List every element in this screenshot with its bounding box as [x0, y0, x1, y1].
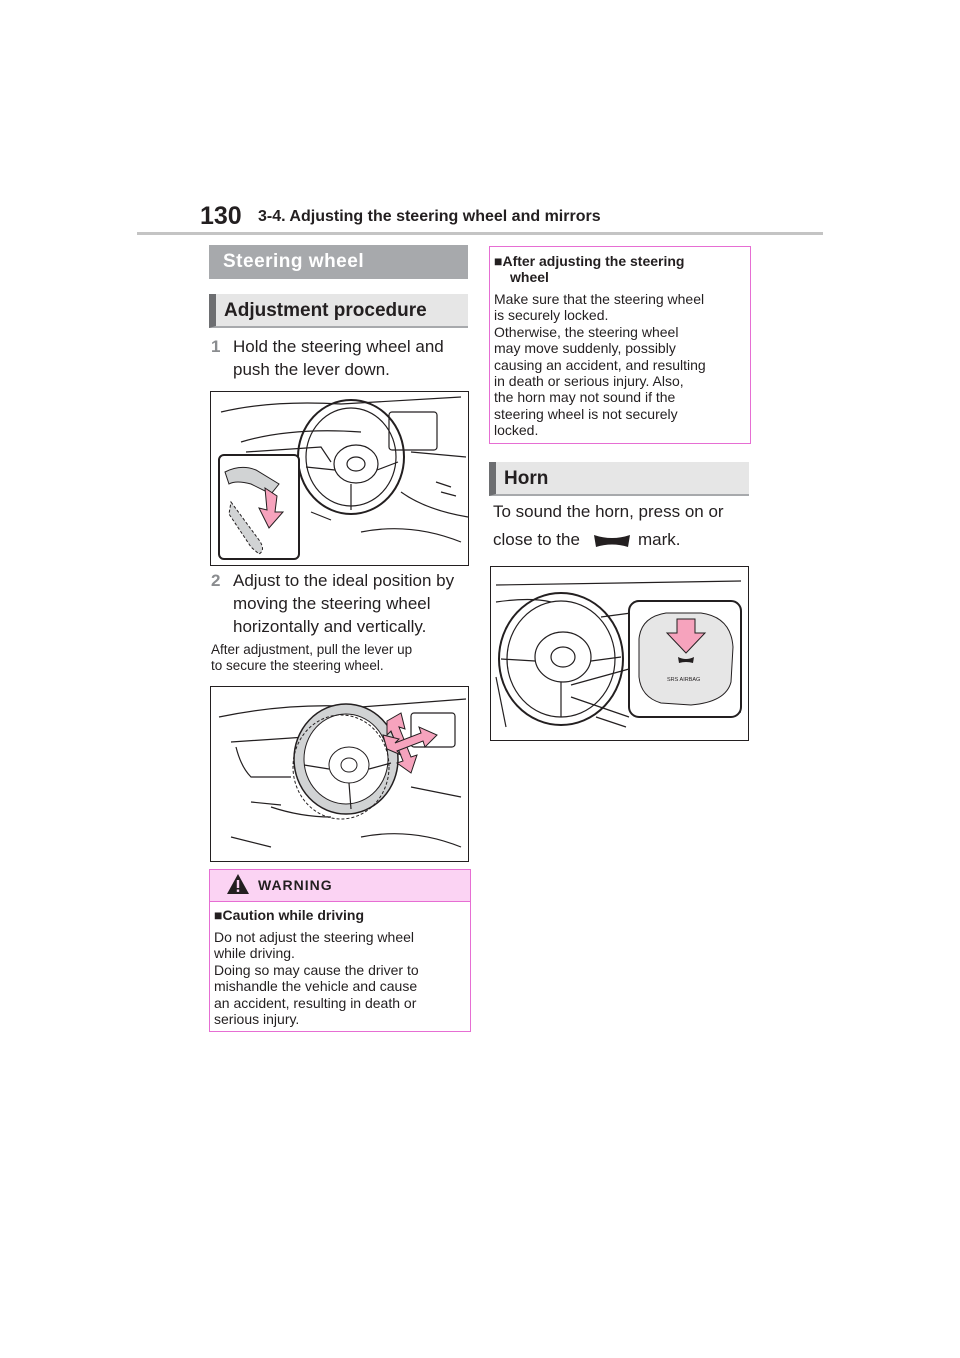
step-2: [211, 570, 469, 638]
warning-triangle-icon: [226, 873, 250, 895]
lever-inset: [219, 455, 299, 559]
warning-heading: ■Caution while driving: [214, 907, 365, 923]
adjustment-note: [211, 642, 471, 674]
subsection-title: Adjustment procedure: [209, 294, 468, 328]
step-2-line-2: moving the steering wheel: [233, 594, 431, 613]
step-2-number: 2: [211, 571, 221, 590]
wheel-adjust-illustration: [211, 687, 468, 861]
airbag-label: SRS AIRBAG: [667, 677, 701, 683]
steering-lever-illustration: [211, 392, 468, 565]
adjustment-note-line-2: to secure the steering wheel.: [211, 658, 384, 673]
chapter-title: 3-4. Adjusting the steering wheel and mirrors: [258, 208, 601, 225]
step-1: [211, 336, 469, 382]
step-2-line-1: Adjust to the ideal position by: [233, 571, 455, 590]
header-rule: [137, 232, 823, 235]
horn-line-2: [493, 530, 753, 556]
caution-line-3: Otherwise, the steering wheel: [494, 323, 679, 340]
step-2-line-3: horizontally and vertically.: [233, 617, 427, 636]
caution-line-8: steering wheel is not securely: [494, 405, 678, 422]
caution-line-5: causing an accident, and resulting: [494, 356, 706, 373]
caution-line-7: the horn may not sound if the: [494, 389, 676, 406]
page-number: 130: [200, 202, 242, 230]
warning-header: [210, 870, 470, 902]
caution-line-1: Make sure that the steering wheel: [494, 291, 705, 307]
section-title: Steering wheel: [209, 245, 468, 279]
horn-line-2-after: mark.: [638, 530, 681, 549]
caution-line-4: may move suddenly, possibly: [494, 340, 676, 357]
step-1-line-1: Hold the steering wheel and: [233, 337, 444, 356]
warning-line-4: mishandle the vehicle and cause: [214, 978, 418, 995]
warning-line-1: Do not adjust the steering wheel: [214, 929, 415, 945]
horn-icon: [593, 531, 631, 549]
figure-steering-lever: [210, 391, 469, 566]
warning-label: WARNING: [258, 877, 333, 893]
figure-wheel-adjust: [210, 686, 469, 862]
warning-line-6: serious injury.: [214, 1011, 300, 1028]
step-1-line-2: push the lever down.: [233, 360, 390, 379]
caution-body: [494, 291, 748, 439]
adjustment-note-line-1: After adjustment, pull the lever up: [211, 642, 413, 657]
horn-title: Horn: [489, 462, 749, 496]
horn-illustration: [491, 567, 748, 740]
caution-line-9: locked.: [494, 422, 539, 439]
warning-box: [209, 869, 471, 1032]
warning-line-2: while driving.: [214, 945, 295, 962]
horn-line-1: To sound the horn, press on or: [493, 502, 724, 521]
step-1-number: 1: [211, 337, 221, 356]
caution-heading-line-2: wheel: [510, 269, 549, 285]
warning-body: [214, 929, 468, 1027]
caution-line-2: is securely locked.: [494, 307, 609, 324]
caution-line-6: in death or serious injury. Also,: [494, 373, 684, 390]
horn-line-2-before: close to the: [493, 530, 580, 549]
horn-inset: [629, 601, 741, 717]
caution-heading-line-1: ■After adjusting the steering: [494, 253, 685, 269]
warning-line-5: an accident, resulting in death or: [214, 994, 417, 1011]
caution-heading: [494, 253, 744, 285]
caution-box: [489, 246, 751, 444]
figure-horn: [490, 566, 749, 741]
warning-line-3: Doing so may cause the driver to: [214, 961, 419, 978]
